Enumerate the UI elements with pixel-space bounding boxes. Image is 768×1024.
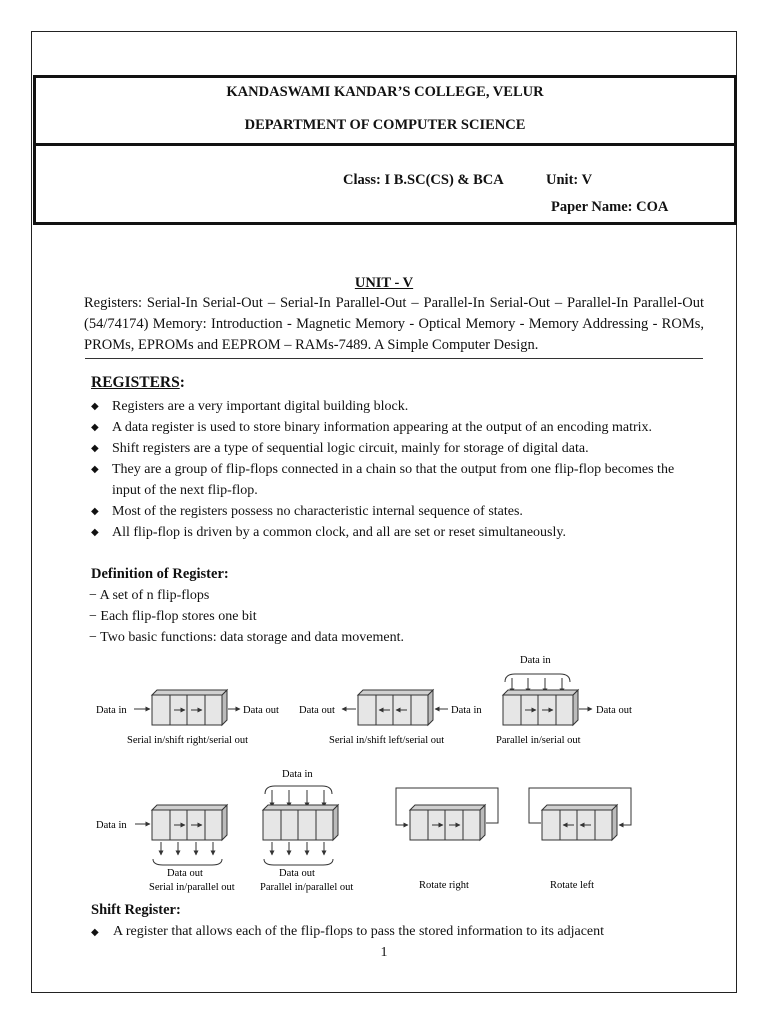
definition-list xyxy=(89,585,404,648)
data-in-label: Data in xyxy=(96,820,127,831)
list-item xyxy=(90,438,704,459)
bullet-text: Most of the registers possess no characteristic internal sequence of states. xyxy=(112,504,523,519)
caption-parallel-in-parallel-out: Parallel in/parallel out xyxy=(260,882,354,893)
paper-label: Paper Name: COA xyxy=(551,199,669,215)
list-item: − Two basic functions: data storage and data movement. xyxy=(89,630,404,645)
list-item xyxy=(90,459,704,501)
diamond-bullet-icon: ◆ xyxy=(91,927,99,938)
list-item: − Each flip-flop stores one bit xyxy=(89,609,257,624)
data-in-label: Data in xyxy=(96,705,127,716)
data-out-label: Data out xyxy=(243,705,279,716)
header-divider xyxy=(33,143,737,146)
department-name: DEPARTMENT OF COMPUTER SCIENCE xyxy=(244,117,526,133)
data-in-label: Data in xyxy=(451,705,482,716)
diamond-bullet-icon: ◆ xyxy=(91,527,99,538)
page-number: 1 xyxy=(380,945,388,960)
data-out-label: Data out xyxy=(596,705,632,716)
register-serial-shift-right xyxy=(96,690,279,746)
bullet-text: Registers are a very important digital building block. xyxy=(112,399,409,414)
registers-heading xyxy=(91,374,185,392)
diamond-bullet-icon: ◆ xyxy=(91,401,99,412)
diamond-bullet-icon: ◆ xyxy=(91,464,99,475)
diamond-bullet-icon: ◆ xyxy=(91,443,99,454)
college-name: KANDASWAMI KANDAR’S COLLEGE, VELUR xyxy=(226,84,544,100)
list-item xyxy=(90,924,710,940)
register-serial-shift-left xyxy=(299,690,482,746)
bullet-text: A register that allows each of the flip-flops to pass the stored information to its adjacent xyxy=(113,924,605,939)
registers-heading-text: REGISTERS xyxy=(91,374,180,391)
list-item xyxy=(90,417,704,438)
registers-bullet-list xyxy=(90,396,704,543)
data-in-label: Data in xyxy=(520,655,551,666)
shift-register-heading: Shift Register: xyxy=(91,902,181,918)
list-item xyxy=(90,501,704,522)
bullet-text: All flip-flop is driven by a common clock, and all are set or reset simultaneously. xyxy=(112,525,566,540)
bullet-text: A data register is used to store binary information appearing at the output of an encoding matrix. xyxy=(112,420,653,435)
register-serial-in-parallel-out xyxy=(96,805,235,893)
caption-serial-shift-left: Serial in/shift left/serial out xyxy=(329,735,445,746)
list-item xyxy=(90,522,704,543)
data-out-label: Data out xyxy=(279,868,315,879)
diamond-bullet-icon: ◆ xyxy=(91,422,99,433)
data-out-label: Data out xyxy=(167,868,203,879)
syllabus-divider xyxy=(85,358,703,359)
caption-rotate-left: Rotate left xyxy=(550,880,595,891)
class-label: Class: I B.SC(CS) & BCA xyxy=(343,172,504,188)
data-in-label: Data in xyxy=(282,769,313,780)
register-parallel-in-parallel-out xyxy=(260,769,353,893)
unit-title: UNIT - V xyxy=(354,275,414,291)
diamond-bullet-icon: ◆ xyxy=(91,506,99,517)
syllabus-text: Registers: Serial-In Serial-Out – Serial-In Parallel-Out – Parallel-In Serial-Out – Parallel-In Parallel-Out (54/74174) Memory: Introduction - Magnetic Memory - Optical Memory - Memory Addressing - ROMs, PROMs, EPROMs and EEPROM – RAMs-7489. A Simple Computer Design. xyxy=(84,295,704,353)
caption-serial-shift-right: Serial in/shift right/serial out xyxy=(127,735,249,746)
register-parallel-in-serial-out xyxy=(496,655,632,746)
data-out-label: Data out xyxy=(299,705,335,716)
list-item xyxy=(90,396,704,417)
register-types-diagram xyxy=(90,650,680,898)
unit-label: Unit: V xyxy=(546,172,593,188)
caption-serial-in-parallel-out: Serial in/parallel out xyxy=(149,882,235,893)
register-rotate-left xyxy=(529,788,631,891)
definition-heading: Definition of Register: xyxy=(91,566,229,582)
registers-heading-colon: : xyxy=(179,374,185,391)
list-item: − A set of n flip-flops xyxy=(89,588,210,603)
register-rotate-right xyxy=(396,788,498,891)
bullet-text: Shift registers are a type of sequential logic circuit, mainly for storage of digital data. xyxy=(112,441,589,456)
caption-parallel-in-serial-out: Parallel in/serial out xyxy=(496,735,581,746)
bullet-text: They are a group of flip-flops connected in a chain so that the output from one flip-flop becomes the input of the next flip-flop. xyxy=(112,462,675,498)
caption-rotate-right: Rotate right xyxy=(419,880,469,891)
